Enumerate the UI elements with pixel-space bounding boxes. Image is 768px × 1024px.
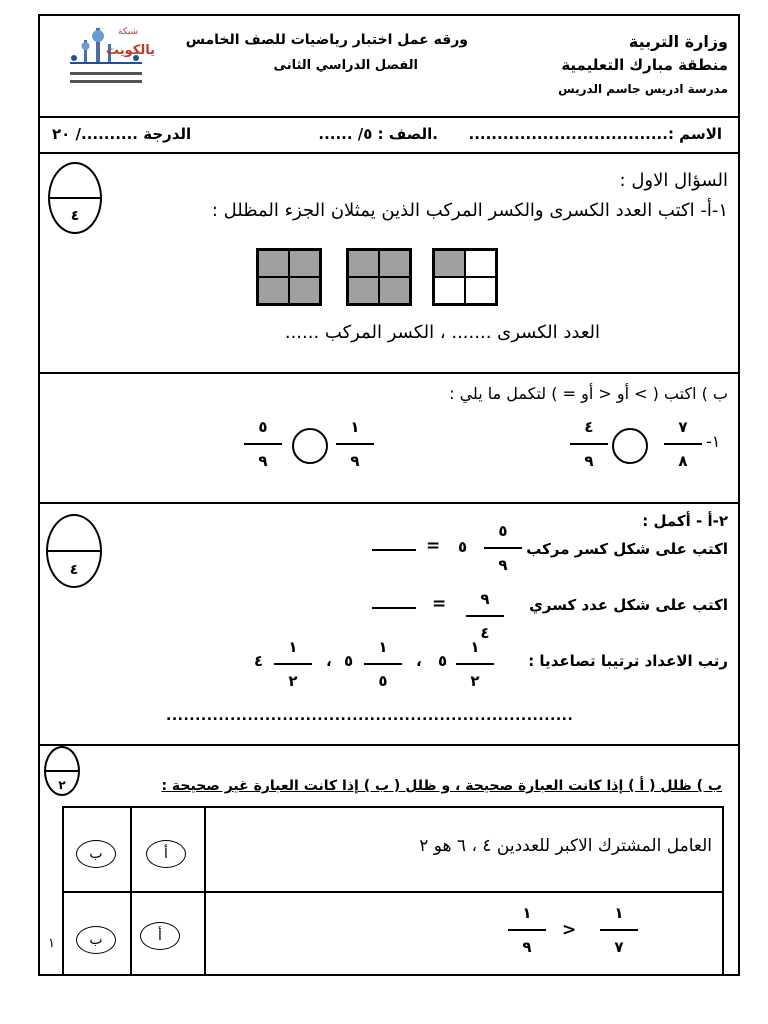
table-divider-col	[130, 806, 132, 976]
compare-circle-1[interactable]	[612, 428, 648, 464]
grade-field[interactable]: الدرجة ........../ ٢٠	[52, 125, 192, 143]
fraction: ٩ ٤	[462, 590, 508, 642]
fraction: ١ ٩	[332, 418, 378, 470]
q2-title: ٢-أ - أكمل :	[642, 512, 728, 530]
margin-mark: ١	[48, 936, 55, 951]
q2b-instruction: ب ) ظلل ( أ ) إذا كانت العبارة صحيحة ، و ظلل ( ب ) إذا كانت العبارة غير صحيحة :	[161, 778, 722, 794]
option-a-oval[interactable]: أ	[146, 840, 186, 868]
compare-circle-2[interactable]	[292, 428, 328, 464]
school-name: مدرسة ادريس جاسم الدريس	[558, 82, 728, 96]
answer-blank-2[interactable]	[372, 607, 416, 609]
q1b-instruction: ب ) اكتب ( > أو < أو = ) لتكمل ما يلي :	[449, 384, 728, 403]
fraction: ٥ ٩	[240, 418, 286, 470]
answer-blank-1[interactable]	[372, 549, 416, 551]
fraction-grid-2	[346, 248, 412, 306]
fraction: ١ ٢	[270, 638, 316, 690]
table-divider-col	[204, 806, 206, 976]
q2-line1-text: اكتب على شكل كسر مركب	[526, 540, 728, 558]
fraction: ٤ ٩	[566, 418, 612, 470]
school-logo	[66, 22, 155, 94]
q2-score: ٤	[69, 562, 79, 578]
student-name-field[interactable]: الاسم :...................................	[468, 125, 722, 143]
q1-score-circle	[48, 162, 102, 234]
equals-sign: =	[432, 594, 447, 614]
separator: ،	[326, 652, 332, 670]
table-divider-row	[62, 891, 724, 893]
q2-line2-text: اكتب على شكل عدد كسري	[529, 596, 728, 614]
fraction-grid-1	[256, 248, 322, 306]
q1-title: السؤال الاول :	[619, 170, 728, 191]
answer-dotted-line[interactable]: ......................................................................	[166, 708, 574, 724]
q1-score: ٤	[70, 208, 80, 224]
whole-number: ٤	[254, 652, 264, 670]
statement-1: العامل المشترك الاكبر للعددين ٤ ، ٦ هو ٢	[419, 836, 712, 856]
q2-line3-text: رتب الاعداد ترتيبا تصاعديا :	[528, 652, 728, 670]
separator: ،	[416, 652, 422, 670]
class-field[interactable]: .الصف : ٥/ ......	[318, 125, 438, 143]
district-label: منطقة مبارك التعليمية	[561, 56, 728, 74]
worksheet-title: ورقه عمل اختبار رياضيات للصف الخامس	[185, 32, 468, 48]
q2b-score-circle	[44, 746, 80, 796]
fraction: ٥ ٩	[480, 522, 526, 574]
option-b-oval[interactable]: ب	[76, 926, 116, 954]
q1-instruction: ١-أ- اكتب العدد الكسرى والكسر المركب الذين يمثلان الجزء المظلل :	[211, 200, 728, 221]
whole-number: ٥	[438, 652, 448, 670]
ministry-label: وزارة التربية	[628, 32, 728, 51]
q1b-item-label: -١	[706, 432, 721, 451]
svg-text:يالكويت: يالكويت	[106, 43, 155, 58]
fraction: ١ ٩	[504, 904, 550, 956]
fraction: ١ ٥	[360, 638, 406, 690]
fraction-grid-3	[432, 248, 498, 306]
fraction: ١ ٧	[596, 904, 642, 956]
semester-label: الفصل الدراسي الثانى	[273, 58, 418, 73]
whole-number: ٥	[458, 538, 468, 556]
option-b-oval[interactable]: ب	[76, 840, 116, 868]
q2b-score: ٢	[58, 778, 66, 792]
option-a-oval[interactable]: أ	[140, 922, 180, 950]
svg-text:شبكة: شبكة	[118, 27, 139, 37]
q1-answer-line[interactable]: العدد الكسرى ....... ، الكسر المركب ......	[284, 322, 600, 343]
fraction: ٧ ٨	[660, 418, 706, 470]
fraction: ١ ٢	[452, 638, 498, 690]
whole-number: ٥	[344, 652, 354, 670]
comparison-operator: >	[562, 920, 577, 940]
equals-sign: =	[426, 536, 441, 556]
q2-score-circle	[46, 514, 102, 588]
